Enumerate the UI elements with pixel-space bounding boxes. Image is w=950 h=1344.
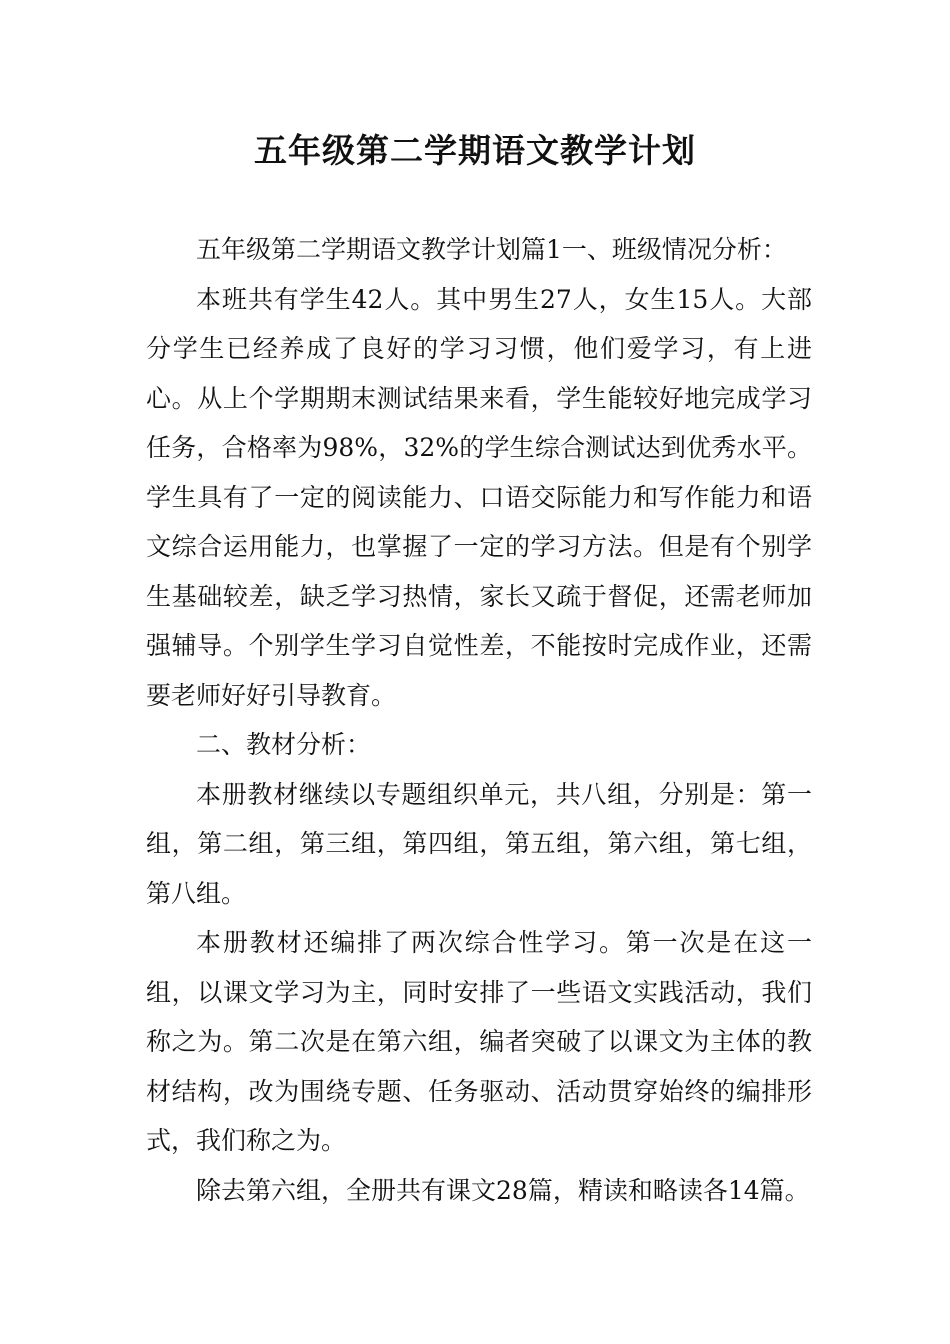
paragraph-integrated-learning: 本册教材还编排了两次综合性学习。第一次是在这一组，以课文学习为主，同时安排了一些语文实践活动，我们称之为。第二次是在第六组，编者突破了以课文为主体的教材结构，改为围绕专题、任务驱动、活动贯穿始终的编排形式，我们称之为。 [146, 928, 812, 1155]
document-title: 五年级第二学期语文教学计划 [254, 131, 696, 170]
paragraph-intro: 五年级第二学期语文教学计划篇1一、班级情况分析： [196, 235, 787, 264]
paragraph-lesson-count: 除去第六组，全册共有课文28篇，精读和略读各14篇。 [196, 1175, 810, 1205]
paragraph-class-analysis: 本班共有学生42人。其中男生27人，女生15人。大部分学生已经养成了良好的学习习惯，他们爱学习，有上进心。从上个学期期末测试结果来看，学生能较好地完成学习任务，合格率为98%，32%的学生综合测试达到优秀水平。学生具有了一定的阅读能力、口语交际能力和写作能力和语文综合运用能力，也掌握了一定的学习方法。但是有个别学生基础较差，缺乏学习热情，家长又疏于督促，还需老师加强辅导。个别学生学习自觉性差，不能按时完成作业，还需要老师好好引导教育。 [146, 284, 812, 710]
paragraph-textbook-heading: 二、教材分析： [196, 730, 372, 759]
document-body [146, 225, 812, 1215]
paragraph-textbook-units: 本册教材继续以专题组织单元，共八组，分别是：第一组，第二组，第三组，第四组，第五组，第六组，第七组，第八组。 [146, 779, 812, 908]
